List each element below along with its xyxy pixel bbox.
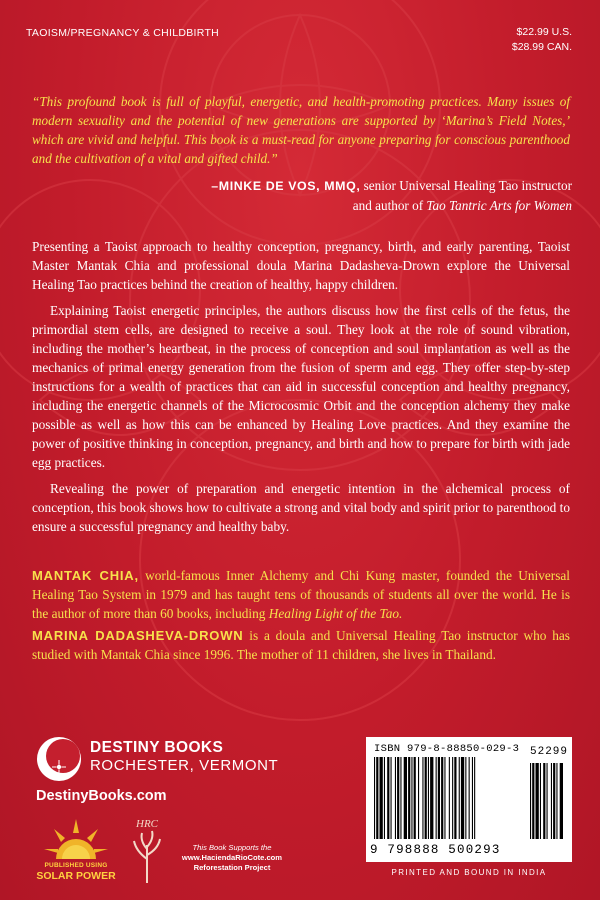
bio-name-marina: MARINA DADASHEVA-DROWN (32, 628, 244, 643)
bio-name-chia: MANTAK CHIA, (32, 568, 139, 583)
quote-author-book: Tao Tantric Arts for Women (426, 198, 572, 213)
hrc-line-1: This Book Supports the (192, 843, 272, 852)
price-code: 52299 (530, 746, 569, 758)
hrc-line-2[interactable]: www.HaciendaRioCote.com (181, 853, 283, 862)
price-can: $28.99 CAN. (511, 41, 572, 53)
quote-author: –MINKE DE VOS, MMQ, (211, 179, 361, 193)
solar-power-badge (36, 815, 116, 895)
solar-label-2: SOLAR POWER (36, 870, 116, 882)
tree-icon (126, 813, 168, 885)
quote-author-role-2: and author of (352, 198, 427, 213)
author-bios (32, 566, 570, 667)
bio-book-chia: Healing Light of the Tao. (268, 606, 403, 621)
printed-in: PRINTED AND BOUND IN INDIA (391, 868, 547, 877)
barcode-number: 9 798888 500293 (370, 843, 501, 857)
publisher-name: DESTINY BOOKS (90, 739, 224, 756)
barcode-bars (374, 757, 564, 843)
reforestation-note (172, 843, 292, 873)
publisher-location: ROCHESTER, VERMONT (90, 757, 279, 774)
book-description (32, 237, 570, 543)
publisher-url[interactable]: DestinyBooks.com (36, 788, 167, 804)
solar-label-1: PUBLISHED USING (44, 862, 108, 869)
quote-author-role: senior Universal Healing Tao instructor (360, 178, 572, 193)
hrc-line-3: Reforestation Project (193, 863, 271, 872)
endorsement-quote: “This profound book is full of playful, energetic, and health-promoting practices. Many issues of modern sexuality and the potential of new generations are supported by ‘Marina’s Field Notes,’ which are vivid and helpful. This book is a must-read for anyone preparing for conscious parenthood and the cultivation of a vital and gifted child.” (32, 94, 570, 166)
price-block (512, 25, 572, 55)
bio-text-chia: world-famous Inner Alchemy and Chi Kung master, founded the Universal Healing Tao System in 1979 and has taught tens of thousands of students all over the world. He is the author of more than 60 books, including (32, 568, 570, 621)
sun-icon (36, 815, 116, 865)
barcode-panel (366, 737, 572, 862)
publisher-block (90, 739, 278, 775)
isbn-text: ISBN 979-8-88850-029-3 (374, 743, 520, 755)
price-us: $22.99 U.S. (516, 26, 572, 38)
bio-text-marina: is a doula and Universal Healing Tao instructor who has studied with Mantak Chia since 1996. The mother of 11 children, she lives in Thailand. (32, 628, 570, 662)
category-label: TAOISM/PREGNANCY & CHILDBIRTH (26, 27, 220, 39)
bio-marina (32, 626, 570, 664)
destiny-books-logo-icon (36, 736, 82, 782)
description-paragraph-3: Revealing the power of preparation and energetic intention in the alchemical process of conception, this book shows how to cultivate a strong and vital body and spirit prior to parenthood to ensure a successful pregnancy and healthy baby. (32, 481, 570, 534)
description-paragraph-2: Explaining Taoist energetic principles, the authors discuss how the first cells of the fetus, the primordial stem cells, are designed to receive a soul. They look at the role of sound vibration, including the mother’s heartbeat, in the process of conception and soul implantation as well as the mechanics of primal energy generation from the fusion of sperm and egg. They offer step-by-step instructions for a wealth of practices that can aid in successful conception and healthy pregnancy, including the energetic channels of the Microcosmic Orbit and the conception alchemy they make possible as well as how this can be enhanced by Healing Love practices. And they examine the power of positive thinking in conception, pregnancy, and birth and how to prepare for birth with jade egg practices. (32, 303, 570, 470)
bio-mantak-chia (32, 566, 570, 623)
quote-attribution (102, 176, 572, 215)
description-paragraph-1: Presenting a Taoist approach to healthy conception, pregnancy, birth, and early parenting, Taoist Master Mantak Chia and professional doula Marina Dadasheva-Drown explore the Universal Healing Tao practices behind the creation of healthy, happy children. (32, 239, 570, 292)
hrc-logo-text: HRC (136, 818, 158, 830)
